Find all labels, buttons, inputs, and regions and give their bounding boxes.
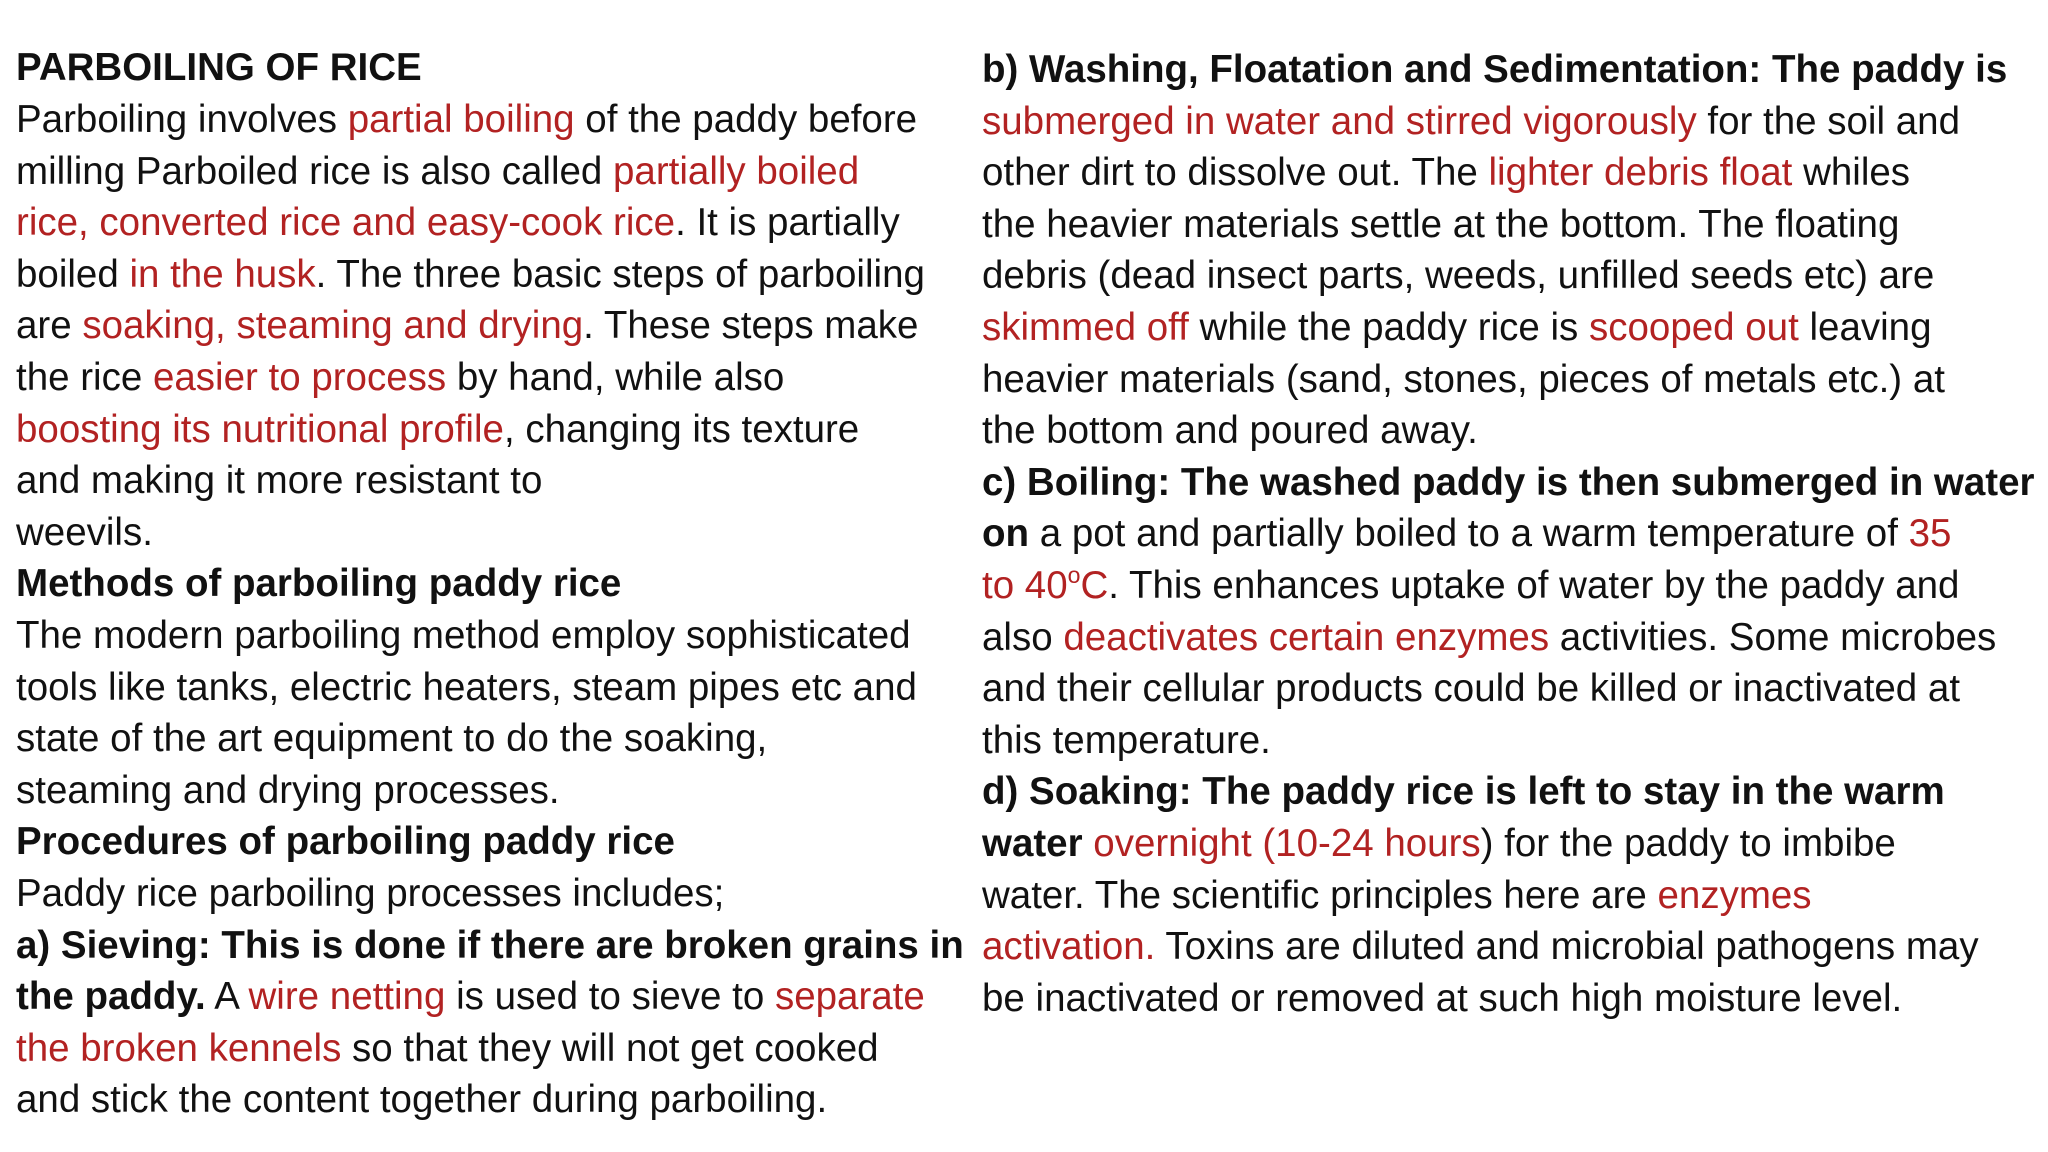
highlighted-text-segment: to 40 (982, 564, 1068, 607)
highlighted-text-segment: activation. (982, 925, 1156, 969)
text-segment: debris (dead insect parts, weeds, unfilled seeds etc) are (982, 254, 1935, 298)
left-text-line (16, 300, 918, 352)
highlighted-text-segment: in the husk (129, 252, 316, 296)
text-segment: The modern parboiling method employ sophisticated (16, 614, 911, 657)
left-text-line (16, 971, 925, 1023)
text-segment: . These steps make (583, 304, 919, 348)
bold-text-segment: b) Washing, Floatation and Sedimentation: The paddy is (982, 48, 2008, 91)
bold-text-segment: water (982, 822, 1083, 865)
bold-text-segment: Procedures of parboiling paddy rice (16, 820, 675, 864)
left-text-line (16, 920, 964, 972)
highlighted-text-segment: skimmed off (982, 306, 1189, 349)
text-segment: activities. Some microbes (1549, 615, 1997, 659)
text-segment: . The three basic steps of parboiling (315, 252, 925, 296)
left-text-line (16, 816, 675, 868)
right-text-line (982, 818, 1896, 870)
right-text-line (982, 612, 1996, 664)
text-segment: and their cellular products could be killed or inactivated at (982, 667, 1961, 711)
text-segment: a pot and partially boiled to a warm temperature of (1029, 512, 1909, 556)
right-text-line (982, 766, 1945, 818)
text-segment: the bottom and poured away. (982, 409, 1478, 453)
highlighted-text-segment: overnight (10-24 hours (1093, 822, 1481, 865)
text-segment: the heavier materials settle at the bottom. The floating (982, 202, 1900, 246)
right-text-line (982, 250, 1934, 302)
text-segment: so that they will not get cooked (341, 1026, 879, 1070)
left-text-line (16, 713, 767, 765)
highlighted-text-segment: 35 (1908, 512, 1952, 556)
text-segment: A (205, 975, 249, 1019)
right-text-line (982, 354, 1945, 406)
left-text-line (16, 94, 917, 146)
text-segment: milling Parboiled rice is also called (16, 149, 614, 193)
left-text-line (16, 197, 900, 249)
text-segment: and stick the content together during parboiling. (16, 1078, 828, 1122)
right-text-line (982, 508, 1951, 560)
highlighted-text-segment: rice, converted rice and easy-cook rice (16, 201, 676, 245)
text-segment: Paddy rice parboiling processes includes; (16, 872, 725, 915)
highlighted-text-segment: scooped out (1589, 306, 1799, 349)
text-segment: other dirt to dissolve out. The (982, 151, 1489, 195)
highlighted-text-segment: submerged in water and stirred vigorously (982, 99, 1697, 143)
text-segment: water. The scientific principles here are (982, 873, 1658, 917)
text-segment: tools like tanks, electric heaters, steam pipes etc and (16, 665, 917, 709)
right-text-line (982, 973, 1902, 1025)
highlighted-text-segment: soaking, steaming and drying (82, 304, 584, 348)
text-segment: while the paddy rice is (1188, 306, 1589, 349)
right-text-line (982, 560, 1959, 612)
text-segment: Parboiling involves (16, 98, 348, 141)
left-text-line (16, 146, 859, 198)
text-segment: is used to sieve to (445, 975, 775, 1019)
bold-text-segment: on (982, 512, 1030, 556)
right-text-line (982, 715, 1271, 767)
highlighted-text-segment: partial boiling (347, 98, 575, 141)
page-title: PARBOILING OF RICE (16, 46, 422, 89)
text-segment: also (982, 615, 1064, 659)
text-segment: of the paddy before (574, 98, 918, 141)
text-segment: this temperature. (982, 718, 1271, 762)
right-text-line (982, 870, 1812, 922)
text-segment: and making it more resistant to (16, 459, 543, 503)
text-segment: ) for the paddy to imbibe (1480, 822, 1896, 865)
highlighted-text-segment: enzymes (1657, 873, 1812, 917)
highlighted-text-segment: C (1080, 564, 1109, 607)
text-segment: Toxins are diluted and microbial pathogens may (1155, 925, 1979, 969)
highlighted-text-segment: the broken kennels (16, 1026, 342, 1070)
text-segment: whiles (1792, 151, 1911, 195)
highlighted-text-segment: separate (774, 975, 925, 1019)
text-segment: , changing its texture (503, 407, 860, 451)
text-segment: heavier materials (sand, stones, pieces of metals etc.) at (982, 357, 1945, 401)
left-text-line (16, 868, 724, 920)
right-text-line (982, 147, 1910, 199)
right-text-line (982, 96, 1960, 148)
text-segment: leaving (1798, 306, 1932, 349)
left-text-line (16, 765, 560, 817)
right-text-line (982, 457, 2035, 509)
bold-text-segment: Methods of parboiling paddy rice (16, 562, 622, 606)
bold-text-segment: a) Sieving: This is done if there are broken grains in (16, 923, 964, 967)
left-text-line (16, 558, 621, 610)
text-segment: steaming and drying processes. (16, 768, 560, 812)
highlighted-text-segment: wire netting (248, 975, 446, 1019)
bold-text-segment: c) Boiling: The washed paddy is then submerged in water (982, 460, 2035, 504)
text-segment: . It is partially (675, 201, 900, 245)
left-text-line (16, 404, 859, 456)
highlighted-text-segment: o (1067, 562, 1081, 588)
left-text-line (16, 610, 911, 662)
bold-text-segment: d) Soaking: The paddy rice is left to stay in the warm (982, 770, 1945, 814)
text-segment: be inactivated or removed at such high moisture level. (982, 976, 1903, 1020)
text-segment: weevils. (16, 510, 153, 554)
left-text-line (16, 1023, 879, 1075)
left-text-line (16, 507, 153, 559)
text-segment (1083, 822, 1094, 865)
text-segment: for the soil and (1696, 99, 1960, 143)
highlighted-text-segment: easier to process (152, 356, 447, 399)
text-segment: the rice (16, 356, 153, 399)
highlighted-text-segment: boosting its nutritional profile (16, 407, 504, 451)
left-text-line (16, 249, 925, 301)
bold-text-segment: the paddy. (16, 975, 206, 1019)
right-text-line (982, 921, 1979, 973)
left-text-line (16, 662, 917, 714)
right-text-line (982, 302, 1931, 354)
text-segment: are (16, 304, 83, 348)
text-segment: boiled (16, 252, 130, 296)
right-text-line (982, 199, 1899, 251)
text-segment: by hand, while also (446, 356, 785, 399)
text-segment: . This enhances uptake of water by the paddy and (1108, 564, 1960, 607)
right-text-line (982, 663, 1960, 715)
left-text-line (16, 352, 784, 404)
highlighted-text-segment: deactivates certain enzymes (1063, 615, 1550, 659)
text-segment: state of the art equipment to do the soaking, (16, 717, 768, 761)
left-text-line (16, 1074, 827, 1126)
highlighted-text-segment: partially boiled (613, 149, 860, 193)
right-text-line (982, 44, 2007, 96)
left-text-line (16, 455, 542, 507)
highlighted-text-segment: lighter debris float (1488, 151, 1793, 195)
right-text-line (982, 405, 1478, 457)
